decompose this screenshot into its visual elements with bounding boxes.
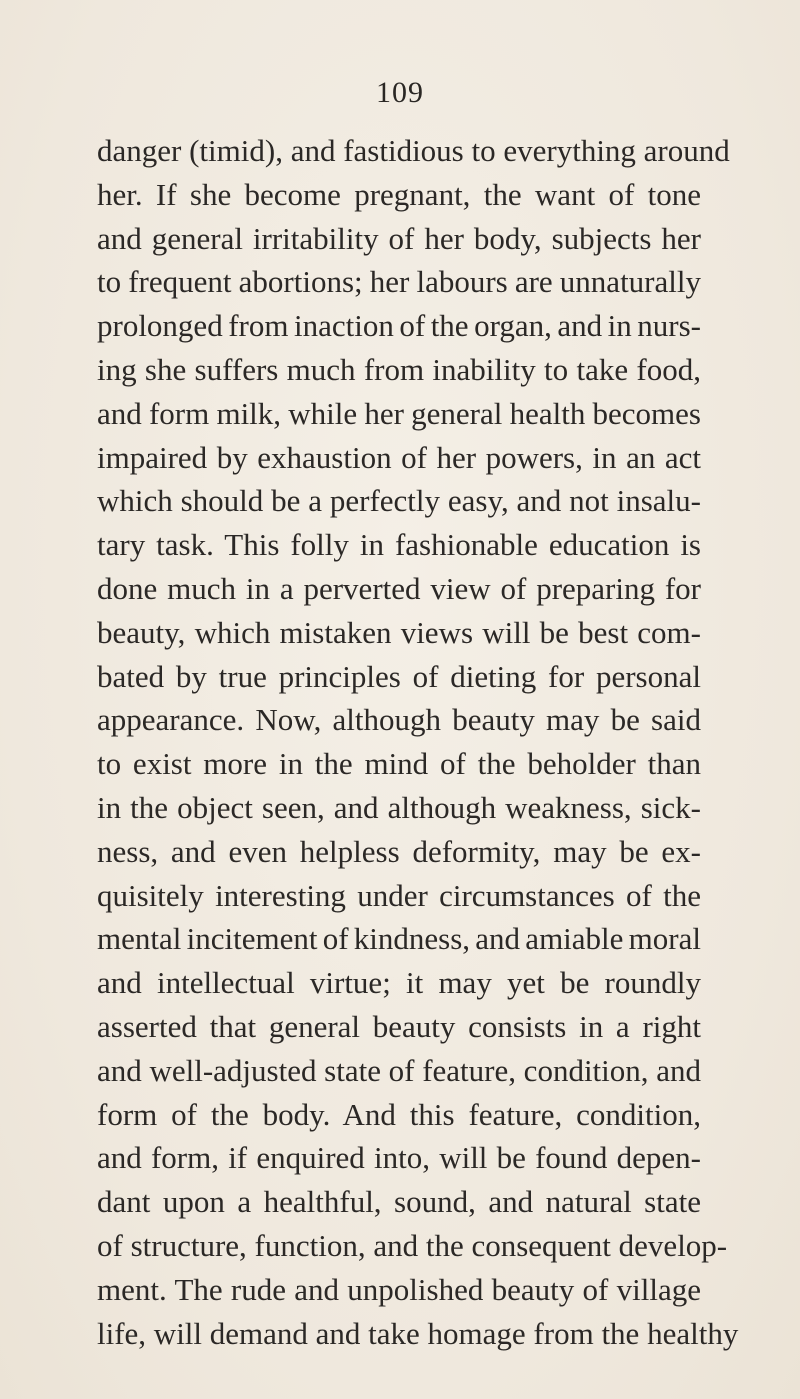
text-line: quisitely interesting under circumstances of the (97, 877, 701, 913)
text-line: and well-adjusted state of feature, condition, and (97, 1052, 701, 1088)
text-line: tary task. This folly in fashionable education is (97, 527, 701, 563)
text-line: her. If she become pregnant, the want of tone (97, 176, 701, 212)
text-line: form of the body. And this feature, condition, (97, 1096, 701, 1132)
text-line: and intellectual virtue; it may yet be roundly (97, 965, 701, 1001)
text-line: impaired by exhaustion of her powers, in an act (97, 439, 701, 475)
text-line: and general irritability of her body, subjects her (97, 220, 701, 256)
text-line: ment. The rude and unpolished beauty of village (97, 1271, 701, 1307)
text-line: done much in a perverted view of preparing for (97, 570, 701, 606)
text-line: prolonged from inaction of the organ, and in nurs- (97, 308, 701, 344)
text-line: ing she suffers much from inability to take food, (97, 351, 701, 387)
text-line: dant upon a healthful, sound, and natural state (97, 1184, 701, 1220)
text-line: and form milk, while her general health becomes (97, 395, 701, 431)
text-line: which should be a perfectly easy, and not insalu- (97, 483, 701, 519)
text-line: appearance. Now, although beauty may be said (97, 702, 701, 738)
page-number: 109 (376, 76, 424, 109)
text-line: in the object seen, and although weakness, sick- (97, 789, 701, 825)
text-line: danger (timid), and fastidious to everything around (97, 133, 730, 168)
text-line: to frequent abortions; her labours are unnaturally (97, 264, 701, 300)
text-line: mental incitement of kindness, and amiable moral (97, 921, 701, 957)
text-line: to exist more in the mind of the beholder than (97, 746, 701, 782)
text-line: and form, if enquired into, will be found depen- (97, 1140, 701, 1176)
text-line: asserted that general beauty consists in a right (97, 1008, 701, 1044)
text-line: ness, and even helpless deformity, may be ex- (97, 833, 701, 869)
text-line: beauty, which mistaken views will be best com- (97, 614, 701, 650)
text-line: of structure, function, and the consequent develop- (97, 1227, 728, 1263)
text-line: life, will demand and take homage from the healthy (97, 1315, 739, 1351)
body-text (97, 129, 797, 1355)
text-line: bated by true principles of dieting for personal (97, 658, 701, 694)
